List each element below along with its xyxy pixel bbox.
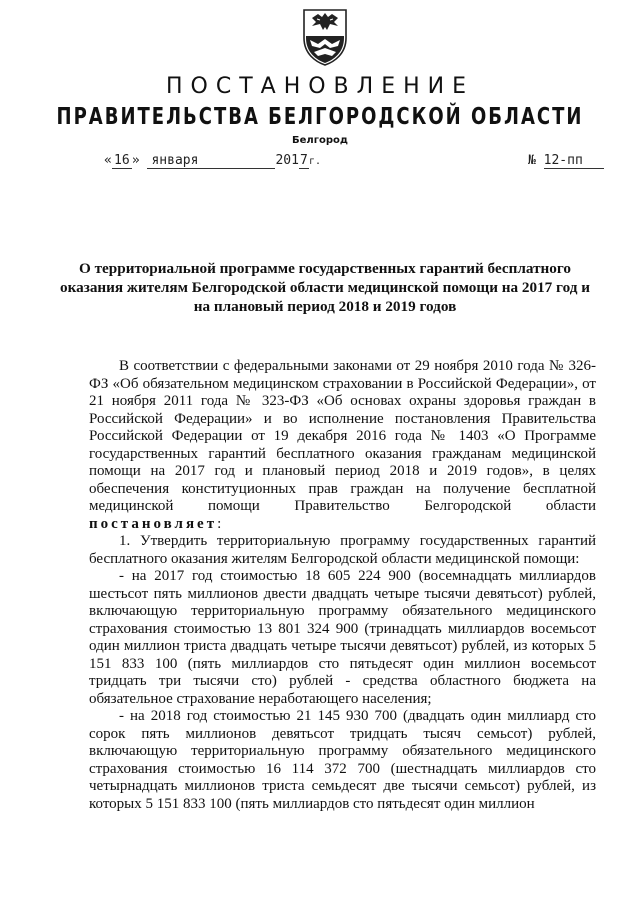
document-heading: О территориальной программе государственных гарантий бесплатного оказания жителям Белгородской области медицинской помощи на 2017 год и на плановый период 2018 и 2019 годов — [60, 260, 590, 315]
date-year-suffix: г. — [308, 156, 322, 167]
date-day: 16 — [112, 153, 132, 169]
decree-word: постановляет — [89, 515, 218, 532]
document-body — [89, 358, 596, 813]
preamble-paragraph — [89, 358, 596, 533]
item-2018-paragraph: - на 2018 год стоимостью 21 145 930 700 (двадцать один миллиард сто сорок пять миллионов девятьсот тридцать тысяч семьсот) рублей, включающую территориальную программу обязательного медицинского страхования стоимостью 16 114 372 700 (шестнадцать миллиардов сто четырнадцать миллионов триста семьдесят две тысячи семьсот) рублей, из которых 5 151 833 100 (пять миллиардов сто пятьдесят один миллион — [89, 708, 596, 812]
date-close-quote: » — [131, 153, 140, 168]
date-month: января — [147, 153, 275, 169]
date-year-prefix: 201 — [275, 153, 299, 168]
document-type-title: ПОСТАНОВЛЕНИЕ — [165, 74, 474, 99]
belgorod-coat-of-arms-emblem — [302, 8, 348, 66]
document-date — [104, 153, 321, 169]
decree-colon: : — [217, 515, 222, 532]
date-open-quote: « — [104, 153, 112, 168]
issuing-authority-title: ПРАВИТЕЛЬСТВА БЕЛГОРОДСКОЙ ОБЛАСТИ — [56, 103, 584, 131]
item-2017-paragraph: - на 2017 год стоимостью 18 605 224 900 (восемнадцать миллиардов шестьсот пять миллионов двести двадцать четыре тысячи девятьсот) рублей, включающую территориальную программу обязательного медицинского страхования стоимостью 13 801 324 900 (тринадцать миллиардов восемьсот один миллион триста двадцать четыре тысячи девятьсот) рублей, из которых 5 151 833 100 (пять миллиардов сто пятьдесят один миллион восемьсот тридцать три тысячи сто) рублей - средства областного бюджета на обязательное страхование неработающего населения; — [89, 568, 596, 707]
city-name: Белгород — [292, 135, 348, 146]
item-1-paragraph: 1. Утвердить территориальную программу государственных гарантий бесплатного оказания жителям Белгородской области медицинской помощи: — [89, 533, 596, 567]
number-value: 12-пп — [544, 153, 604, 169]
preamble-text: В соответствии с федеральными законами от 29 ноября 2010 года № 326-ФЗ «Об обязательном медицинском страховании в Российской Федерации», от 21 ноября 2011 года № 323-ФЗ «Об основах охраны здоровья граждан в Российской Федерации» и во исполнение постановления Правительства Российской Федерации от 19 декабря 2016 года № 1403 «О Программе государственных гарантий бесплатного оказания гражданам медицинской помощи на 2017 год и плановый период 2018 и 2019 годов», в целях обеспечения конституционных прав граждан на получение бесплатной медицинской помощи Правительство Белгородской области — [89, 358, 596, 514]
document-number — [528, 153, 604, 169]
number-label: № — [528, 153, 536, 168]
date-year-digit: 7 — [300, 153, 308, 168]
